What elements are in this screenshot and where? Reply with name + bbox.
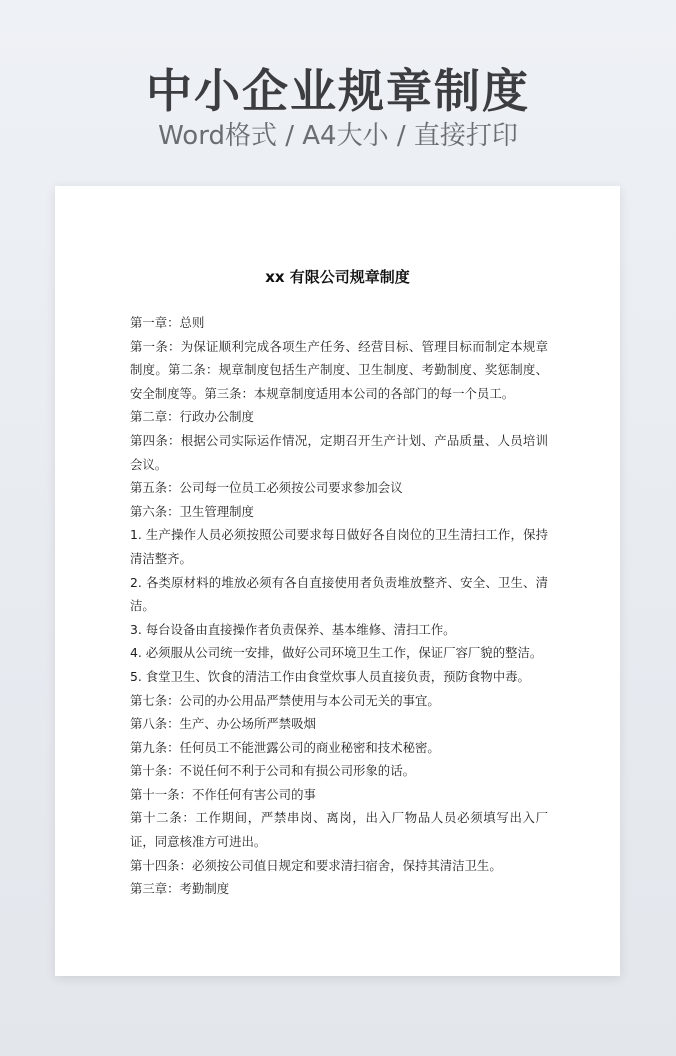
chapter-heading: 第三章：考勤制度 <box>130 881 230 897</box>
paragraph: 第十一条：不作任何有害公司的事 <box>130 786 316 802</box>
document-page <box>55 186 620 976</box>
list-item: 5. 食堂卫生、饮食的清洁工作由食堂炊事人员直接负责，预防食物中毒。 <box>130 668 530 684</box>
document-title: xx 有限公司规章制度 <box>265 268 410 286</box>
list-item: 1. 生产操作人员必须按照公司要求每日做好各自岗位的卫生清扫工作，保持清洁整齐。 <box>130 527 548 566</box>
document-body <box>130 311 548 901</box>
paragraph: 第四条：根据公司实际运作情况，定期召开生产计划、产品质量、人员培训会议。 <box>130 432 548 472</box>
paragraph: 第十二条：工作期间，严禁串岗、离岗，出入厂物品人员必须填写出入厂证，同意核准方可进出。 <box>130 810 548 850</box>
paragraph: 第五条：公司每一位员工必须按公司要求参加会议 <box>130 480 403 496</box>
banner-title: 中小企业规章制度 <box>146 64 530 118</box>
paragraph: 第六条：卫生管理制度 <box>130 503 254 519</box>
paragraph: 第十条：不说任何不利于公司和有损公司形象的话。 <box>130 763 415 779</box>
paragraph: 第八条：生产、办公场所严禁吸烟 <box>130 716 316 732</box>
banner-subtitle: Word格式 / A4大小 / 直接打印 <box>158 121 518 151</box>
paragraph: 第七条：公司的办公用品严禁使用与本公司无关的事宜。 <box>130 692 440 708</box>
list-item: 3. 每台设备由直接操作者负责保养、基本维修、清扫工作。 <box>130 621 456 637</box>
chapter-heading: 第二章：行政办公制度 <box>130 409 254 425</box>
list-item: 2. 各类原材料的堆放必须有各自直接使用者负责堆放整齐、安全、卫生、清洁。 <box>130 574 548 614</box>
paragraph: 第十四条：必须按公司值日规定和要求清扫宿舍，保持其清洁卫生。 <box>130 857 502 873</box>
chapter-heading: 第一章：总则 <box>130 315 205 330</box>
paragraph: 第一条：为保证顺利完成各项生产任务、经营目标、管理目标而制定本规章制度。第二条：规章制度包括生产制度、卫生制度、考勤制度、奖惩制度、安全制度等。第三条：本规章制度适用本公司的各部门的每一个员工。 <box>130 338 548 401</box>
paragraph: 第九条：任何员工不能泄露公司的商业秘密和技术秘密。 <box>130 739 440 755</box>
list-item: 4. 必须服从公司统一安排，做好公司环境卫生工作，保证厂容厂貌的整洁。 <box>130 645 543 661</box>
